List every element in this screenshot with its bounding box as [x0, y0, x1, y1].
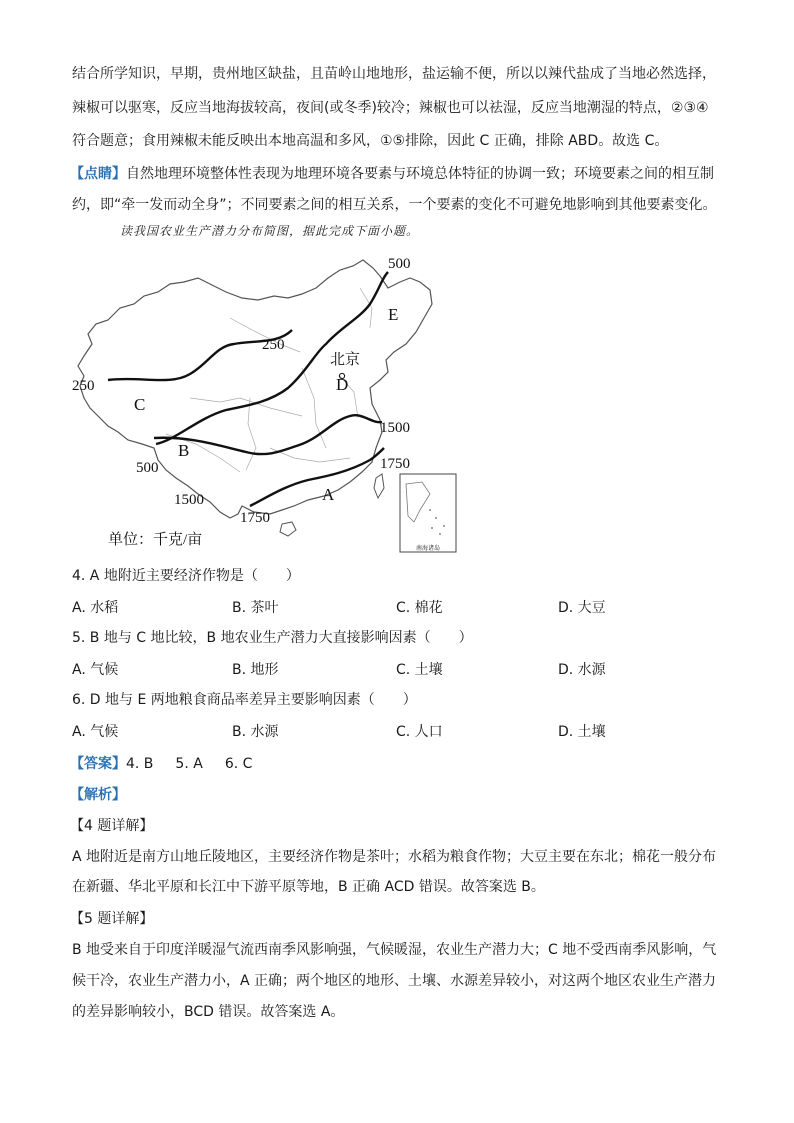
label-1500-sw: 1500	[174, 492, 204, 508]
label-c: C	[134, 395, 146, 414]
question-4-stem: 4. A 地附近主要经济作物是（ ）	[72, 568, 300, 584]
tip-line-1	[70, 164, 714, 184]
detail-4-line-1: A 地附近是南方山地丘陵地区，主要经济作物是茶叶；水稻为粮食作物；大豆主要在东北；棉花一般分布	[72, 849, 717, 865]
question-6-stem: 6. D 地与 E 两地粮食商品率差异主要影响因素（ ）	[72, 692, 417, 708]
q6-option-d: D. 土壤	[558, 724, 606, 740]
answer-tag: 【答案】	[70, 756, 126, 772]
question-5-stem: 5. B 地与 C 地比较，B 地农业生产潜力大直接影响因素（ ）	[72, 630, 473, 646]
label-1750-e: 1750	[380, 456, 410, 472]
intro-line-3: 符合题意；食用辣椒未能反映出本地高温和多风，①⑤排除，因此 C 正确，排除 ABD。故选 C。	[72, 133, 669, 149]
analysis-tag: 【解析】	[70, 787, 126, 803]
q4-option-d: D. 大豆	[558, 600, 606, 616]
tip-tag: 【点睛】	[70, 166, 126, 182]
label-d: D	[336, 375, 349, 394]
label-e: E	[388, 305, 399, 324]
detail-5-title: 【5 题详解】	[70, 911, 154, 927]
map-unit: 单位：千克/亩	[108, 532, 203, 548]
answer-5: 5. A	[175, 756, 203, 772]
label-b: B	[178, 441, 190, 460]
taiwan-island	[374, 474, 384, 498]
label-a: A	[322, 485, 335, 504]
detail-4-title: 【4 题详解】	[70, 818, 154, 834]
q5-option-b: B. 地形	[232, 662, 279, 678]
q6-option-c: C. 人口	[396, 724, 443, 740]
detail-5-line-1: B 地受来自于印度洋暖湿气流西南季风影响强，气候暖湿，农业生产潜力大；C 地不受西南季风影响，气	[72, 942, 717, 958]
china-outline	[78, 260, 432, 518]
q4-option-b: B. 茶叶	[232, 600, 279, 616]
hainan-island	[280, 522, 296, 536]
answer-6: 6. C	[224, 756, 253, 772]
map-caption: 读我国农业生产潜力分布简图，据此完成下面小题。	[120, 224, 420, 238]
agricultural-potential-map	[70, 248, 470, 558]
label-1750-s: 1750	[240, 510, 270, 526]
analysis-heading	[70, 785, 126, 805]
answer-4: 4. B	[126, 756, 154, 772]
label-250-n: 250	[262, 337, 285, 353]
detail-5-line-3: 的差异影响较小，BCD 错误。故答案选 A。	[72, 1004, 345, 1020]
label-250-w: 250	[72, 378, 95, 394]
tip-line-2: 约，即“牵一发而动全身”；不同要素之间的相互关系，一个要素的变化不可避免地影响到其他要素变化。	[72, 197, 717, 213]
south-china-sea-inset	[400, 474, 456, 552]
q5-option-d: D. 水源	[558, 662, 606, 678]
inset-label: 南海诸岛	[416, 546, 441, 552]
q5-option-c: C. 土壤	[396, 662, 443, 678]
q6-option-b: B. 水源	[232, 724, 279, 740]
answer-line	[70, 754, 252, 774]
q4-option-c: C. 棉花	[396, 600, 443, 616]
label-500-ne: 500	[388, 256, 411, 272]
label-1500-e: 1500	[380, 420, 410, 436]
detail-4-line-2: 在新疆、华北平原和长江中下游平原等地，B 正确 ACD 错误。故答案选 B。	[72, 879, 545, 895]
label-beijing: 北京	[330, 352, 361, 368]
q4-option-a: A. 水稻	[72, 600, 119, 616]
intro-line-2: 辣椒可以驱寒，反应当地海拔较高，夜间(或冬季)较冷；辣椒也可以祛湿，反应当地潮湿的特点，②③④	[72, 100, 709, 116]
label-500-sw: 500	[136, 460, 159, 476]
tip-text-1: 自然地理环境整体性表现为地理环境各要素与环境总体特征的协调一致；环境要素之间的相互制	[126, 166, 714, 182]
q6-option-a: A. 气候	[72, 724, 119, 740]
q5-option-a: A. 气候	[72, 662, 119, 678]
intro-line-1: 结合所学知识，早期，贵州地区缺盐，且苗岭山地地形，盐运输不便，所以以辣代盐成了当地必然选择，	[72, 66, 716, 82]
detail-5-line-2: 候干冷，农业生产潜力小，A 正确；两个地区的地形、土壤、水源差异较小，对这两个地区农业生产潜力	[72, 973, 717, 989]
